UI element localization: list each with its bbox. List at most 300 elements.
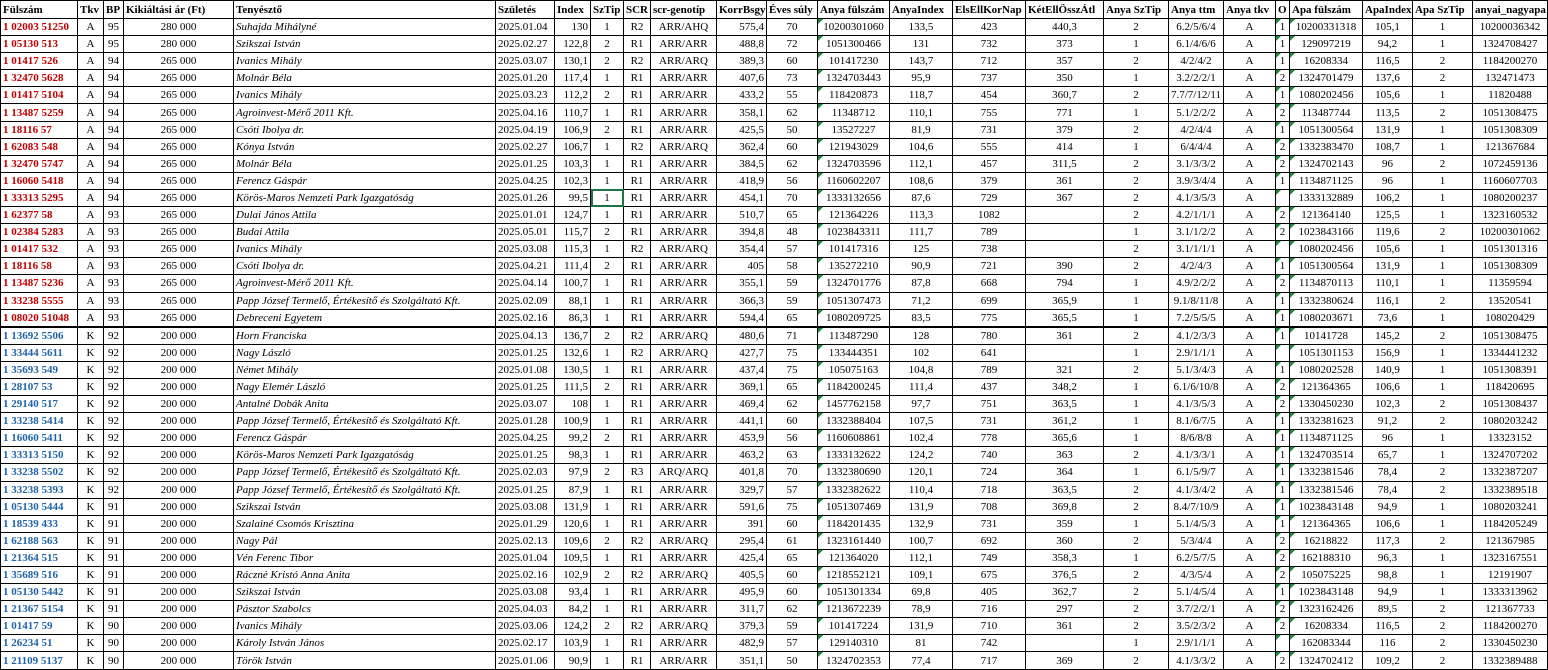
cell-anyai-nagyapa[interactable]: 1051308475: [1473, 104, 1548, 121]
cell-szuletes[interactable]: 2025.01.25: [496, 378, 555, 395]
cell-tkv[interactable]: A: [78, 292, 104, 309]
cell-apa-fulszam[interactable]: 10200331318: [1290, 19, 1363, 36]
cell-szuletes[interactable]: 2025.01.29: [496, 515, 555, 532]
cell-apa-sztip[interactable]: 1: [1413, 430, 1473, 447]
cell-sztip[interactable]: 1: [591, 584, 624, 601]
cell-apaindex[interactable]: 109,2: [1363, 652, 1413, 669]
cell-kikialtasi-ar[interactable]: 265 000: [124, 207, 234, 224]
cell-korrbsgy[interactable]: 510,7: [717, 207, 767, 224]
cell-anya-ttm[interactable]: 3.1/3/3/2: [1169, 155, 1224, 172]
cell-elsellkornap[interactable]: 379: [953, 172, 1026, 189]
cell-anya-ttm[interactable]: 9.1/8/11/8: [1169, 292, 1224, 309]
cell-bp[interactable]: 90: [104, 635, 124, 652]
cell-anyaindex[interactable]: 102: [890, 344, 953, 361]
cell-anyai-nagyapa[interactable]: 121367684: [1473, 138, 1548, 155]
cell-apaindex[interactable]: 73,6: [1363, 309, 1413, 327]
cell-apaindex[interactable]: 105,6: [1363, 241, 1413, 258]
cell-anyaindex[interactable]: 69,8: [890, 584, 953, 601]
cell-tenyeszto[interactable]: Suhajda Mihályné: [234, 19, 496, 36]
cell-apa-sztip[interactable]: 1: [1413, 498, 1473, 515]
cell-anyai-nagyapa[interactable]: 1051308309: [1473, 258, 1548, 275]
cell-eves-suly[interactable]: 57: [767, 481, 818, 498]
cell-szuletes[interactable]: 2025.04.16: [496, 104, 555, 121]
cell-kikialtasi-ar[interactable]: 265 000: [124, 275, 234, 292]
cell-ketellosszatl[interactable]: 369: [1026, 652, 1104, 669]
cell-tkv[interactable]: A: [78, 70, 104, 87]
header-apa-sztip[interactable]: Apa SzTip: [1413, 1, 1473, 19]
cell-elsellkornap[interactable]: 751: [953, 396, 1026, 413]
cell-sztip[interactable]: 2: [591, 532, 624, 549]
cell-index[interactable]: 103,9: [555, 635, 591, 652]
cell-tkv[interactable]: K: [78, 344, 104, 361]
cell-sztip[interactable]: 1: [591, 344, 624, 361]
cell-fulszam[interactable]: 1 05130 5444: [1, 498, 78, 515]
cell-anyaindex[interactable]: 111,4: [890, 378, 953, 395]
cell-anya-ttm[interactable]: 4.1/3/3/1: [1169, 447, 1224, 464]
cell-anyai-nagyapa[interactable]: 13520541: [1473, 292, 1548, 309]
cell-elsellkornap[interactable]: 710: [953, 618, 1026, 635]
cell-anya-sztip[interactable]: 1: [1104, 396, 1169, 413]
header-fulszam[interactable]: Fülszám: [1, 1, 78, 19]
cell-anya-fulszam[interactable]: 121364020: [818, 549, 890, 566]
cell-fulszam[interactable]: 1 33238 5502: [1, 464, 78, 481]
cell-anya-tkv[interactable]: A: [1224, 361, 1276, 378]
cell-bp[interactable]: 95: [104, 36, 124, 53]
cell-ketellosszatl[interactable]: 363: [1026, 447, 1104, 464]
cell-o[interactable]: 2: [1276, 70, 1290, 87]
cell-korrbsgy[interactable]: 495,9: [717, 584, 767, 601]
cell-anya-tkv[interactable]: A: [1224, 584, 1276, 601]
cell-o[interactable]: 2: [1276, 224, 1290, 241]
cell-ketellosszatl[interactable]: 414: [1026, 138, 1104, 155]
cell-apa-fulszam[interactable]: 1051301153: [1290, 344, 1363, 361]
cell-apaindex[interactable]: 105,6: [1363, 87, 1413, 104]
cell-anya-tkv[interactable]: A: [1224, 635, 1276, 652]
cell-kikialtasi-ar[interactable]: 265 000: [124, 224, 234, 241]
cell-sztip[interactable]: 1: [591, 155, 624, 172]
cell-scr-genotip[interactable]: ARR/ARR: [651, 361, 717, 378]
cell-eves-suly[interactable]: 56: [767, 430, 818, 447]
cell-fulszam[interactable]: 1 28107 53: [1, 378, 78, 395]
cell-anya-fulszam[interactable]: 1051307473: [818, 292, 890, 309]
cell-korrbsgy[interactable]: 358,1: [717, 104, 767, 121]
cell-anya-tkv[interactable]: A: [1224, 138, 1276, 155]
cell-bp[interactable]: 93: [104, 241, 124, 258]
cell-anyai-nagyapa[interactable]: 1332387207: [1473, 464, 1548, 481]
cell-anya-fulszam[interactable]: 105075163: [818, 361, 890, 378]
cell-anya-sztip[interactable]: 2: [1104, 53, 1169, 70]
cell-korrbsgy[interactable]: 351,1: [717, 652, 767, 669]
cell-scr-genotip[interactable]: ARR/ARR: [651, 87, 717, 104]
cell-index[interactable]: 106,9: [555, 121, 591, 138]
cell-anya-ttm[interactable]: 6.2/5/6/4: [1169, 19, 1224, 36]
cell-szuletes[interactable]: 2025.04.21: [496, 258, 555, 275]
cell-sztip[interactable]: 2: [591, 430, 624, 447]
cell-eves-suly[interactable]: 72: [767, 36, 818, 53]
cell-o[interactable]: [1276, 344, 1290, 361]
cell-apa-sztip[interactable]: 2: [1413, 601, 1473, 618]
cell-anya-ttm[interactable]: 3.9/3/4/4: [1169, 172, 1224, 189]
cell-anya-sztip[interactable]: 2: [1104, 258, 1169, 275]
cell-tenyeszto[interactable]: Ferencz Gáspár: [234, 172, 496, 189]
cell-sztip[interactable]: 1: [591, 601, 624, 618]
cell-anyai-nagyapa[interactable]: 13323152: [1473, 430, 1548, 447]
cell-ketellosszatl[interactable]: 367: [1026, 189, 1104, 206]
cell-anya-tkv[interactable]: A: [1224, 652, 1276, 669]
cell-apaindex[interactable]: 108,7: [1363, 138, 1413, 155]
cell-elsellkornap[interactable]: 437: [953, 378, 1026, 395]
cell-korrbsgy[interactable]: 454,1: [717, 189, 767, 206]
cell-fulszam[interactable]: 1 35689 516: [1, 567, 78, 584]
cell-scr-genotip[interactable]: ARR/ARQ: [651, 532, 717, 549]
cell-anyaindex[interactable]: 131,9: [890, 498, 953, 515]
cell-anyaindex[interactable]: 107,5: [890, 413, 953, 430]
cell-anya-fulszam[interactable]: 13527227: [818, 121, 890, 138]
cell-korrbsgy[interactable]: 433,2: [717, 87, 767, 104]
cell-anyai-nagyapa[interactable]: 1184200270: [1473, 618, 1548, 635]
cell-scr[interactable]: R1: [624, 70, 651, 87]
cell-anya-tkv[interactable]: A: [1224, 87, 1276, 104]
cell-tenyeszto[interactable]: Kónya István: [234, 138, 496, 155]
cell-anya-fulszam[interactable]: 133444351: [818, 344, 890, 361]
cell-o[interactable]: 2: [1276, 138, 1290, 155]
cell-fulszam[interactable]: 1 01417 59: [1, 618, 78, 635]
cell-anya-ttm[interactable]: 7.2/5/5/5: [1169, 309, 1224, 327]
cell-tkv[interactable]: A: [78, 138, 104, 155]
cell-anya-tkv[interactable]: A: [1224, 413, 1276, 430]
cell-anya-sztip[interactable]: 2: [1104, 241, 1169, 258]
cell-anyai-nagyapa[interactable]: 121367733: [1473, 601, 1548, 618]
cell-scr-genotip[interactable]: ARR/AHQ: [651, 19, 717, 36]
cell-anya-sztip[interactable]: 1: [1104, 635, 1169, 652]
cell-eves-suly[interactable]: 73: [767, 70, 818, 87]
cell-anya-tkv[interactable]: A: [1224, 36, 1276, 53]
cell-apa-fulszam[interactable]: 1023843148: [1290, 584, 1363, 601]
cell-apa-fulszam[interactable]: 1051300564: [1290, 258, 1363, 275]
cell-scr[interactable]: R2: [624, 327, 651, 345]
cell-ketellosszatl[interactable]: 771: [1026, 104, 1104, 121]
header-ketellosszatl[interactable]: KétEllÖsszÁtl: [1026, 1, 1104, 19]
cell-kikialtasi-ar[interactable]: 265 000: [124, 309, 234, 327]
cell-tkv[interactable]: A: [78, 121, 104, 138]
cell-apaindex[interactable]: 119,6: [1363, 224, 1413, 241]
cell-bp[interactable]: 93: [104, 275, 124, 292]
cell-korrbsgy[interactable]: 389,3: [717, 53, 767, 70]
header-scr[interactable]: SCR: [624, 1, 651, 19]
cell-anya-sztip[interactable]: 2: [1104, 481, 1169, 498]
cell-bp[interactable]: 92: [104, 413, 124, 430]
cell-index[interactable]: 93,4: [555, 584, 591, 601]
cell-tenyeszto[interactable]: Nagy Elemér László: [234, 378, 496, 395]
cell-anya-sztip[interactable]: 1: [1104, 138, 1169, 155]
header-anyaindex[interactable]: AnyaIndex: [890, 1, 953, 19]
cell-scr-genotip[interactable]: ARR/ARR: [651, 275, 717, 292]
cell-index[interactable]: 100,9: [555, 413, 591, 430]
cell-anyaindex[interactable]: 131,9: [890, 618, 953, 635]
cell-tkv[interactable]: A: [78, 53, 104, 70]
cell-apaindex[interactable]: 137,6: [1363, 70, 1413, 87]
cell-bp[interactable]: 93: [104, 224, 124, 241]
cell-sztip[interactable]: 1: [591, 138, 624, 155]
cell-scr[interactable]: R1: [624, 447, 651, 464]
cell-ketellosszatl[interactable]: [1026, 224, 1104, 241]
cell-apaindex[interactable]: 91,2: [1363, 413, 1413, 430]
cell-bp[interactable]: 92: [104, 464, 124, 481]
cell-anyai-nagyapa[interactable]: 1080200237: [1473, 189, 1548, 206]
cell-anya-sztip[interactable]: 1: [1104, 430, 1169, 447]
cell-scr-genotip[interactable]: ARR/ARQ: [651, 53, 717, 70]
cell-tenyeszto[interactable]: Török István: [234, 652, 496, 669]
header-kikialtasi-ar[interactable]: Kikiáltási ár (Ft): [124, 1, 234, 19]
cell-elsellkornap[interactable]: 423: [953, 19, 1026, 36]
cell-anyai-nagyapa[interactable]: 1323167551: [1473, 549, 1548, 566]
cell-anya-tkv[interactable]: A: [1224, 309, 1276, 327]
cell-szuletes[interactable]: 2025.02.09: [496, 292, 555, 309]
cell-anya-fulszam[interactable]: 129140310: [818, 635, 890, 652]
cell-elsellkornap[interactable]: 737: [953, 70, 1026, 87]
cell-apa-sztip[interactable]: 1: [1413, 241, 1473, 258]
cell-sztip[interactable]: 1: [591, 498, 624, 515]
cell-scr-genotip[interactable]: ARR/ARQ: [651, 344, 717, 361]
cell-eves-suly[interactable]: 50: [767, 121, 818, 138]
cell-szuletes[interactable]: 2025.03.23: [496, 87, 555, 104]
cell-kikialtasi-ar[interactable]: 265 000: [124, 189, 234, 206]
cell-tenyeszto[interactable]: Körös-Maros Nemzeti Park Igazgatóság: [234, 189, 496, 206]
cell-tkv[interactable]: K: [78, 549, 104, 566]
cell-apa-fulszam[interactable]: 1324701479: [1290, 70, 1363, 87]
cell-tenyeszto[interactable]: Szikszai István: [234, 584, 496, 601]
cell-anya-fulszam[interactable]: 1184200245: [818, 378, 890, 395]
cell-tenyeszto[interactable]: Szalainé Csomós Krisztina: [234, 515, 496, 532]
cell-szuletes[interactable]: 2025.04.13: [496, 327, 555, 345]
cell-anya-sztip[interactable]: 2: [1104, 327, 1169, 345]
cell-apaindex[interactable]: 131,9: [1363, 121, 1413, 138]
cell-apaindex[interactable]: 78,4: [1363, 464, 1413, 481]
cell-o[interactable]: 1: [1276, 584, 1290, 601]
cell-anya-fulszam[interactable]: 1324703443: [818, 70, 890, 87]
cell-tenyeszto[interactable]: Rácznė Kristó Anna Anita: [234, 567, 496, 584]
cell-sztip[interactable]: 1: [591, 70, 624, 87]
cell-anyaindex[interactable]: 71,2: [890, 292, 953, 309]
cell-apaindex[interactable]: 106,6: [1363, 515, 1413, 532]
cell-korrbsgy[interactable]: 437,4: [717, 361, 767, 378]
cell-anyaindex[interactable]: 78,9: [890, 601, 953, 618]
cell-fulszam[interactable]: 1 01417 5104: [1, 87, 78, 104]
cell-szuletes[interactable]: 2025.03.07: [496, 396, 555, 413]
cell-korrbsgy[interactable]: 354,4: [717, 241, 767, 258]
cell-o[interactable]: [1276, 635, 1290, 652]
cell-scr-genotip[interactable]: ARR/ARR: [651, 652, 717, 669]
cell-elsellkornap[interactable]: 789: [953, 224, 1026, 241]
cell-ketellosszatl[interactable]: 362,7: [1026, 584, 1104, 601]
cell-apa-sztip[interactable]: 2: [1413, 104, 1473, 121]
cell-o[interactable]: 2: [1276, 532, 1290, 549]
cell-anya-fulszam[interactable]: 118420873: [818, 87, 890, 104]
cell-anya-fulszam[interactable]: 1160608861: [818, 430, 890, 447]
cell-apa-sztip[interactable]: 1: [1413, 378, 1473, 395]
cell-apaindex[interactable]: 96: [1363, 430, 1413, 447]
cell-anya-ttm[interactable]: 5.1/3/4/3: [1169, 361, 1224, 378]
header-apa-fulszam[interactable]: Apa fülszám: [1290, 1, 1363, 19]
cell-anyai-nagyapa[interactable]: 1324707202: [1473, 447, 1548, 464]
cell-ketellosszatl[interactable]: 364: [1026, 464, 1104, 481]
cell-ketellosszatl[interactable]: 794: [1026, 275, 1104, 292]
cell-szuletes[interactable]: 2025.04.25: [496, 430, 555, 447]
cell-anya-tkv[interactable]: A: [1224, 155, 1276, 172]
cell-fulszam[interactable]: 1 33313 5295: [1, 189, 78, 206]
cell-anyai-nagyapa[interactable]: 1051308309: [1473, 121, 1548, 138]
cell-tenyeszto[interactable]: Szikszai István: [234, 36, 496, 53]
cell-apa-fulszam[interactable]: 1333132889: [1290, 189, 1363, 206]
cell-apaindex[interactable]: 78,4: [1363, 481, 1413, 498]
cell-elsellkornap[interactable]: 454: [953, 87, 1026, 104]
cell-index[interactable]: 112,2: [555, 87, 591, 104]
cell-korrbsgy[interactable]: 391: [717, 515, 767, 532]
cell-korrbsgy[interactable]: 488,8: [717, 36, 767, 53]
cell-scr-genotip[interactable]: ARR/ARQ: [651, 618, 717, 635]
cell-o[interactable]: 1: [1276, 464, 1290, 481]
cell-anya-sztip[interactable]: 1: [1104, 70, 1169, 87]
header-eves-suly[interactable]: Éves súly: [767, 1, 818, 19]
cell-fulszam[interactable]: 1 16060 5418: [1, 172, 78, 189]
cell-korrbsgy[interactable]: 405: [717, 258, 767, 275]
cell-anya-tkv[interactable]: A: [1224, 618, 1276, 635]
cell-tkv[interactable]: A: [78, 207, 104, 224]
cell-scr-genotip[interactable]: ARR/ARR: [651, 601, 717, 618]
cell-apaindex[interactable]: 113,5: [1363, 104, 1413, 121]
cell-scr[interactable]: R3: [624, 464, 651, 481]
cell-apaindex[interactable]: 125,5: [1363, 207, 1413, 224]
cell-szuletes[interactable]: 2025.03.08: [496, 241, 555, 258]
cell-sztip[interactable]: 1: [591, 172, 624, 189]
cell-anya-tkv[interactable]: A: [1224, 498, 1276, 515]
cell-szuletes[interactable]: 2025.01.20: [496, 70, 555, 87]
cell-fulszam[interactable]: 1 21367 5154: [1, 601, 78, 618]
cell-elsellkornap[interactable]: 724: [953, 464, 1026, 481]
cell-anya-ttm[interactable]: 4.1/3/5/3: [1169, 396, 1224, 413]
cell-index[interactable]: 109,5: [555, 549, 591, 566]
cell-eves-suly[interactable]: 59: [767, 292, 818, 309]
cell-anya-ttm[interactable]: 4.1/3/3/2: [1169, 652, 1224, 669]
cell-scr[interactable]: R2: [624, 241, 651, 258]
cell-anya-sztip[interactable]: 1: [1104, 515, 1169, 532]
cell-bp[interactable]: 91: [104, 567, 124, 584]
cell-tkv[interactable]: A: [78, 19, 104, 36]
cell-apa-sztip[interactable]: 2: [1413, 70, 1473, 87]
cell-korrbsgy[interactable]: 311,7: [717, 601, 767, 618]
cell-fulszam[interactable]: 1 01417 526: [1, 53, 78, 70]
cell-anyai-nagyapa[interactable]: 1080203241: [1473, 498, 1548, 515]
cell-scr[interactable]: R2: [624, 344, 651, 361]
cell-elsellkornap[interactable]: 716: [953, 601, 1026, 618]
cell-elsellkornap[interactable]: 732: [953, 36, 1026, 53]
cell-fulszam[interactable]: 1 01417 532: [1, 241, 78, 258]
cell-anya-sztip[interactable]: 2: [1104, 189, 1169, 206]
cell-apa-sztip[interactable]: 1: [1413, 447, 1473, 464]
cell-anya-ttm[interactable]: 2.9/1/1/1: [1169, 344, 1224, 361]
cell-tenyeszto[interactable]: Molnár Béla: [234, 155, 496, 172]
cell-anya-ttm[interactable]: 3.1/1/1/1: [1169, 241, 1224, 258]
cell-scr-genotip[interactable]: ARR/ARR: [651, 430, 717, 447]
cell-anya-ttm[interactable]: 5.1/4/5/4: [1169, 584, 1224, 601]
cell-apa-fulszam[interactable]: 162083344: [1290, 635, 1363, 652]
cell-anya-fulszam[interactable]: 121943029: [818, 138, 890, 155]
cell-o[interactable]: 1: [1276, 327, 1290, 345]
cell-scr[interactable]: R1: [624, 396, 651, 413]
cell-korrbsgy[interactable]: 295,4: [717, 532, 767, 549]
cell-korrbsgy[interactable]: 362,4: [717, 138, 767, 155]
cell-o[interactable]: 1: [1276, 19, 1290, 36]
cell-anyai-nagyapa[interactable]: 10200301062: [1473, 224, 1548, 241]
cell-ketellosszatl[interactable]: 369,8: [1026, 498, 1104, 515]
cell-bp[interactable]: 94: [104, 87, 124, 104]
cell-sztip[interactable]: 1: [591, 189, 624, 206]
cell-ketellosszatl[interactable]: 350: [1026, 70, 1104, 87]
cell-eves-suly[interactable]: 55: [767, 87, 818, 104]
cell-anyaindex[interactable]: 125: [890, 241, 953, 258]
cell-apa-fulszam[interactable]: 1332381546: [1290, 464, 1363, 481]
cell-anya-tkv[interactable]: A: [1224, 275, 1276, 292]
cell-tenyeszto[interactable]: Budai Attila: [234, 224, 496, 241]
header-bp[interactable]: BP: [104, 1, 124, 19]
cell-anya-tkv[interactable]: A: [1224, 207, 1276, 224]
cell-elsellkornap[interactable]: 742: [953, 635, 1026, 652]
cell-eves-suly[interactable]: 59: [767, 275, 818, 292]
cell-korrbsgy[interactable]: 329,7: [717, 481, 767, 498]
cell-elsellkornap[interactable]: 789: [953, 361, 1026, 378]
cell-anyaindex[interactable]: 110,4: [890, 481, 953, 498]
cell-ketellosszatl[interactable]: 365,6: [1026, 430, 1104, 447]
cell-anya-ttm[interactable]: 5.1/4/5/3: [1169, 515, 1224, 532]
cell-apa-fulszam[interactable]: 10141728: [1290, 327, 1363, 345]
cell-index[interactable]: 132,6: [555, 344, 591, 361]
cell-scr[interactable]: R1: [624, 36, 651, 53]
cell-tkv[interactable]: A: [78, 104, 104, 121]
cell-ketellosszatl[interactable]: 311,5: [1026, 155, 1104, 172]
cell-anyai-nagyapa[interactable]: 1323160532: [1473, 207, 1548, 224]
cell-tenyeszto[interactable]: Pásztor Szabolcs: [234, 601, 496, 618]
cell-o[interactable]: 1: [1276, 309, 1290, 327]
cell-sztip[interactable]: 1: [591, 19, 624, 36]
cell-anya-fulszam[interactable]: 1333132656: [818, 189, 890, 206]
cell-bp[interactable]: 94: [104, 104, 124, 121]
cell-scr[interactable]: R1: [624, 155, 651, 172]
cell-anya-sztip[interactable]: 2: [1104, 121, 1169, 138]
cell-index[interactable]: 99,5: [555, 189, 591, 206]
cell-eves-suly[interactable]: 71: [767, 327, 818, 345]
cell-bp[interactable]: 92: [104, 361, 124, 378]
cell-anya-tkv[interactable]: A: [1224, 241, 1276, 258]
cell-apaindex[interactable]: 106,2: [1363, 189, 1413, 206]
cell-anya-fulszam[interactable]: 1213672239: [818, 601, 890, 618]
cell-apa-fulszam[interactable]: 129097219: [1290, 36, 1363, 53]
cell-anya-sztip[interactable]: 1: [1104, 464, 1169, 481]
cell-anyai-nagyapa[interactable]: 11359594: [1473, 275, 1548, 292]
cell-index[interactable]: 136,7: [555, 327, 591, 345]
cell-scr-genotip[interactable]: ARR/ARR: [651, 309, 717, 327]
cell-apaindex[interactable]: 156,9: [1363, 344, 1413, 361]
cell-apa-fulszam[interactable]: 1330450230: [1290, 396, 1363, 413]
cell-apa-fulszam[interactable]: 162188310: [1290, 549, 1363, 566]
cell-fulszam[interactable]: 1 26234 51: [1, 635, 78, 652]
cell-anya-tkv[interactable]: A: [1224, 396, 1276, 413]
cell-tkv[interactable]: A: [78, 36, 104, 53]
cell-anya-tkv[interactable]: A: [1224, 121, 1276, 138]
cell-sztip[interactable]: 1: [591, 275, 624, 292]
cell-apa-sztip[interactable]: 1: [1413, 344, 1473, 361]
header-korrbsgy[interactable]: KorrBsgy: [717, 1, 767, 19]
cell-o[interactable]: 1: [1276, 498, 1290, 515]
